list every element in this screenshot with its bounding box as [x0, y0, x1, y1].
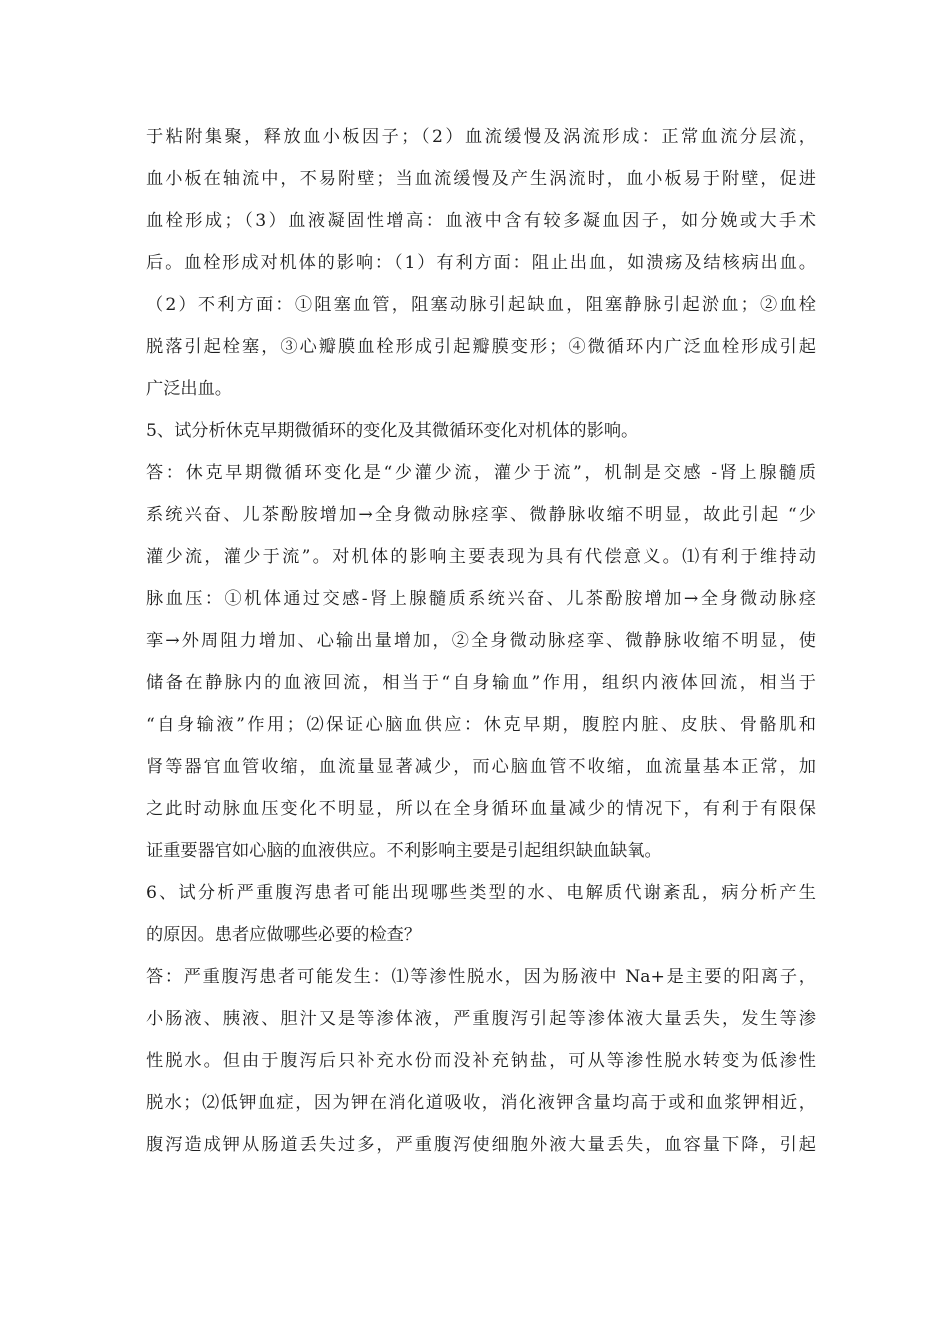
text-line: 广泛出血。 [146, 379, 232, 399]
question-heading: 6、试分析严重腹泻患者可能出现哪些类型的水、电解质代谢紊乱，病分析产生 [146, 883, 816, 903]
text-line: 于粘附集聚，释放血小板因子；（2）血流缓慢及涡流形成：正常血流分层流， [146, 127, 816, 147]
body-text [146, 116, 816, 1166]
text-line: 肾等器官血管收缩，血流量显著减少，而心脑血管不收缩，血流量基本正常，加 [146, 757, 816, 777]
text-line: 血小板在轴流中，不易附壁；当血流缓慢及产生涡流时，血小板易于附壁，促进 [146, 169, 816, 189]
text-line: 证重要器官如心脑的血液供应。不利影响主要是引起组织缺血缺氧。 [146, 841, 662, 861]
text-line: 之此时动脉血压变化不明显，所以在全身循环血量减少的情况下，有利于有限保 [146, 799, 816, 819]
text-line: 性脱水。但由于腹泻后只补充水份而没补充钠盐，可从等渗性脱水转变为低渗性 [146, 1051, 816, 1071]
text-line: 脱落引起栓塞，③心瓣膜血栓形成引起瓣膜变形；④微循环内广泛血栓形成引起 [146, 337, 816, 357]
text-line: 脉血压：①机体通过交感-肾上腺髓质系统兴奋、儿茶酚胺增加→全身微动脉痉 [146, 589, 816, 609]
question-heading: 5、试分析休克早期微循环的变化及其微循环变化对机体的影响。 [146, 421, 639, 441]
text-line: 答：严重腹泻患者可能发生：⑴等渗性脱水，因为肠液中 Na+是主要的阳离子， [146, 967, 816, 987]
question-heading: 的原因。患者应做哪些必要的检查？ [146, 925, 422, 945]
text-line: 小肠液、胰液、胆汁又是等渗体液，严重腹泻引起等渗体液大量丢失，发生等渗 [146, 1009, 816, 1029]
text-line: “自身输液”作用；⑵保证心脑血供应：休克早期，腹腔内脏、皮肤、骨骼肌和 [146, 715, 816, 735]
text-line: 血栓形成；（3）血液凝固性增高：血液中含有较多凝血因子，如分娩或大手术 [146, 211, 816, 231]
text-line: 后。血栓形成对机体的影响：（1）有利方面：阻止出血，如溃疡及结核病出血。 [146, 253, 816, 273]
text-line: 储备在静脉内的血液回流，相当于“自身输血”作用，组织内液体回流，相当于 [146, 673, 816, 693]
text-line: 挛→外周阻力增加、心输出量增加，②全身微动脉痉挛、微静脉收缩不明显，使 [146, 631, 816, 651]
text-line: （2）不利方面：①阻塞血管，阻塞动脉引起缺血，阻塞静脉引起淤血；②血栓 [146, 295, 816, 315]
text-line: 脱水；⑵低钾血症，因为钾在消化道吸收，消化液钾含量均高于或和血浆钾相近， [146, 1093, 816, 1113]
text-line: 答：休克早期微循环变化是“少灌少流，灌少于流”，机制是交感 -肾上腺髓质 [146, 463, 816, 483]
text-line: 灌少流，灌少于流”。对机体的影响主要表现为具有代偿意义。⑴有利于维持动 [146, 547, 816, 567]
text-line: 系统兴奋、儿茶酚胺增加→全身微动脉痉挛、微静脉收缩不明显，故此引起 “少 [146, 505, 816, 525]
text-line: 腹泻造成钾从肠道丢失过多，严重腹泻使细胞外液大量丢失，血容量下降，引起 [146, 1135, 816, 1155]
